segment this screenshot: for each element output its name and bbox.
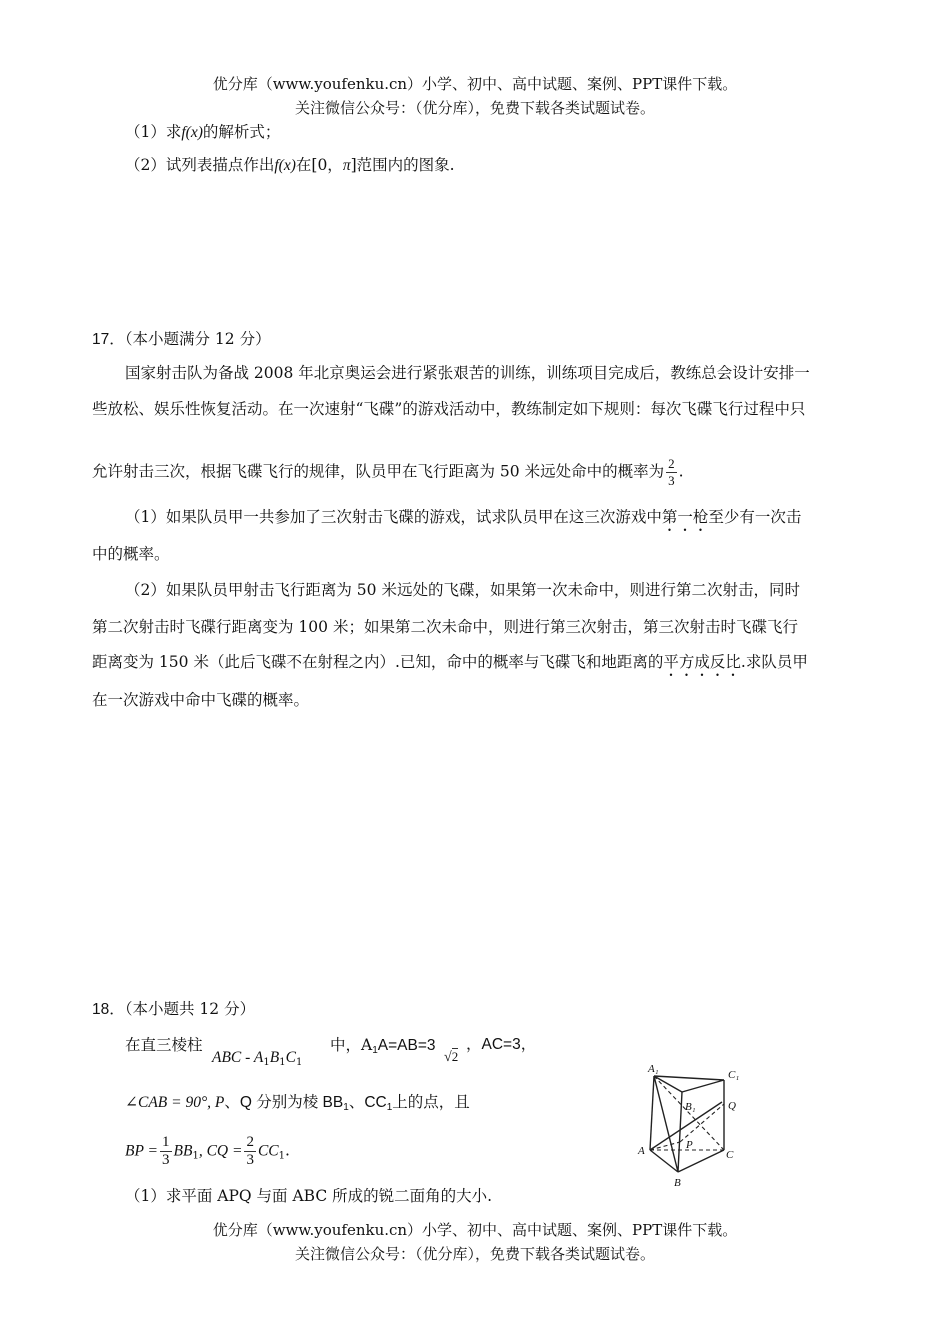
q17-para1-line3 (92, 456, 684, 489)
label-b1: B₁ (685, 1101, 696, 1113)
prism-base: ABC - A (212, 1049, 264, 1066)
q17-sub2-line3-suffix: .求队员甲 (740, 653, 808, 671)
label-q: Q (728, 1100, 736, 1112)
fraction-denominator: 3 (162, 1152, 170, 1168)
edge-a-p-hidden (650, 1142, 680, 1150)
pi-symbol: π (342, 157, 351, 174)
q17-sub2-line3 (92, 650, 808, 680)
subscript-1: 1 (295, 1057, 303, 1068)
q16-part1-prefix: （1）求 (125, 123, 182, 141)
q18-line2 (125, 1090, 470, 1120)
q17-number: 17． (92, 331, 125, 348)
label-c1: C₁ (728, 1069, 740, 1081)
header-line-1: 优分库（www.youfenku.cn）小学、初中、高中试题、案例、PPT课件下载。 (212, 75, 738, 93)
label-a1: A₁ (648, 1063, 659, 1075)
q18-line2-end: 上的点，且 (392, 1093, 470, 1111)
q18-line1-cond (330, 1033, 436, 1063)
q18-line1-end: ，AC=3， (466, 1036, 537, 1053)
q18-score: （本小题共 12 分） (124, 1000, 256, 1018)
subscript-1: 1 (278, 1150, 285, 1162)
q17-sub1-line2: 中的概率。 (92, 545, 170, 563)
subscript-1: 1 (386, 1102, 393, 1113)
q18-number: 18． (92, 1001, 125, 1018)
label-a: A (638, 1145, 645, 1157)
q16-part2-suffix: ]范围内的图象. (350, 156, 455, 174)
label-b: B (674, 1177, 681, 1189)
cc1-label: CC (257, 1142, 279, 1160)
q16-part2 (125, 153, 455, 178)
fraction-denominator: 3 (668, 473, 675, 488)
q18-mid-text: 中，A (330, 1036, 373, 1054)
q16-part1 (125, 120, 280, 145)
q18-line2-mid: 、CC (348, 1094, 387, 1111)
q18-line1-prefix: 在直三棱柱 (125, 1036, 203, 1054)
q16-part2-mid: 在[0， (295, 156, 343, 174)
fraction-denominator: 3 (246, 1152, 254, 1168)
q17-sub2-line4: 在一次游戏中命中飞碟的概率。 (92, 691, 310, 709)
sqrt-value: 2 (451, 1049, 459, 1064)
bb1-label: BB (173, 1142, 193, 1160)
footer-line-2: 关注微信公众号：（优分库），免费下载各类试题试卷。 (294, 1245, 655, 1263)
fraction-numerator: 2 (668, 456, 675, 471)
q17-para1-line1: 国家射击队为备战 2008 年北京奥运会进行紧张艰苦的训练，训练项目完成后，教练总会设计安排一 (125, 364, 810, 382)
q18-sub1: （1）求平面 APQ 与面 ABC 所成的锐二面角的大小. (125, 1187, 493, 1205)
edge-b1-c1 (682, 1080, 724, 1092)
sqrt-expression: √2 (444, 1049, 459, 1065)
fraction-numerator: 1 (162, 1134, 170, 1150)
fx-expression: f(x) (274, 157, 296, 174)
q18-line2-suffix: 、Q 分别为棱 BB (224, 1094, 344, 1111)
q16-part1-suffix: 的解析式； (202, 123, 281, 141)
fraction-two-thirds (666, 456, 677, 489)
subscript-1: 1 (263, 1057, 270, 1068)
edge-a1-a (650, 1076, 654, 1150)
subscript-1: 1 (372, 1045, 378, 1056)
emphasized-first-shot: 第一枪 (661, 508, 709, 526)
prism-c: C (285, 1049, 296, 1066)
header-line-2: 关注微信公众号：（优分库），免费下载各类试题试卷。 (294, 99, 655, 117)
q17-sub2-line3-prefix: 距离变为 150 米（此后飞碟不在射程之内）.已知，命中的概率与飞碟飞和地距离的 (92, 653, 664, 671)
q18-heading (92, 997, 255, 1022)
edge-a1-c1 (654, 1076, 724, 1080)
prism-notation (212, 1045, 302, 1075)
prism-b: B (269, 1049, 280, 1066)
fraction-two-thirds (244, 1134, 256, 1169)
edge-a1-b1 (654, 1076, 682, 1092)
q18-condition: A=AB=3 (377, 1037, 436, 1054)
emphasized-inverse-square: 平方成反比 (663, 653, 741, 671)
q17-heading (92, 327, 271, 352)
q16-part2-prefix: （2）试列表描点作出 (125, 156, 275, 174)
cq-label: , CQ = (198, 1142, 243, 1160)
q17-period: . (678, 462, 684, 481)
fx-expression: f(x) (181, 124, 203, 141)
subscript-1: 1 (343, 1102, 349, 1113)
prism-figure (636, 1062, 772, 1192)
edge-b-c (678, 1150, 724, 1172)
q17-sub1-prefix: （1）如果队员甲一共参加了三次射击飞碟的游戏，试求队员甲在这三次游戏中 (125, 508, 662, 526)
edge-a1-b (654, 1076, 678, 1172)
fraction-one-third (160, 1134, 172, 1169)
q18-line3 (125, 1134, 290, 1172)
fraction-numerator: 2 (246, 1134, 254, 1150)
q17-sub2-line1: （2）如果队员甲射击飞行距离为 50 米远处的飞碟，如果第一次未命中，则进行第二次射击，同时 (125, 581, 800, 599)
subscript-1: 1 (192, 1150, 199, 1162)
footer-line-1: 优分库（www.youfenku.cn）小学、初中、高中试题、案例、PPT课件下载。 (212, 1221, 738, 1239)
q17-sub1-suffix: 至少有一次击 (708, 508, 802, 526)
q17-sub2-line2: 第二次射击时飞碟行距离变为 100 米；如果第二次未命中，则进行第三次射击，第三次射击时飞碟飞行 (92, 618, 798, 636)
subscript-1: 1 (279, 1057, 286, 1068)
label-p: P (686, 1139, 693, 1151)
q17-para1-line2: 些放松、娱乐性恢复活动。在一次速射“飞碟”的游戏活动中，教练制定如下规则：每次飞碟飞行过程中只 (92, 400, 806, 418)
q17-para1-line3-text: 允许射击三次，根据飞碟飞行的规律，队员甲在飞行距离为 50 米远处命中的概率为 (92, 462, 665, 481)
q17-score: （本小题满分 12 分） (124, 330, 271, 348)
angle-expression: ∠CAB = 90°, P (125, 1094, 225, 1111)
bp-label: BP = (125, 1142, 158, 1160)
q18-period: . (285, 1141, 290, 1160)
label-c: C (726, 1149, 734, 1161)
q17-sub1-line1 (125, 505, 801, 535)
